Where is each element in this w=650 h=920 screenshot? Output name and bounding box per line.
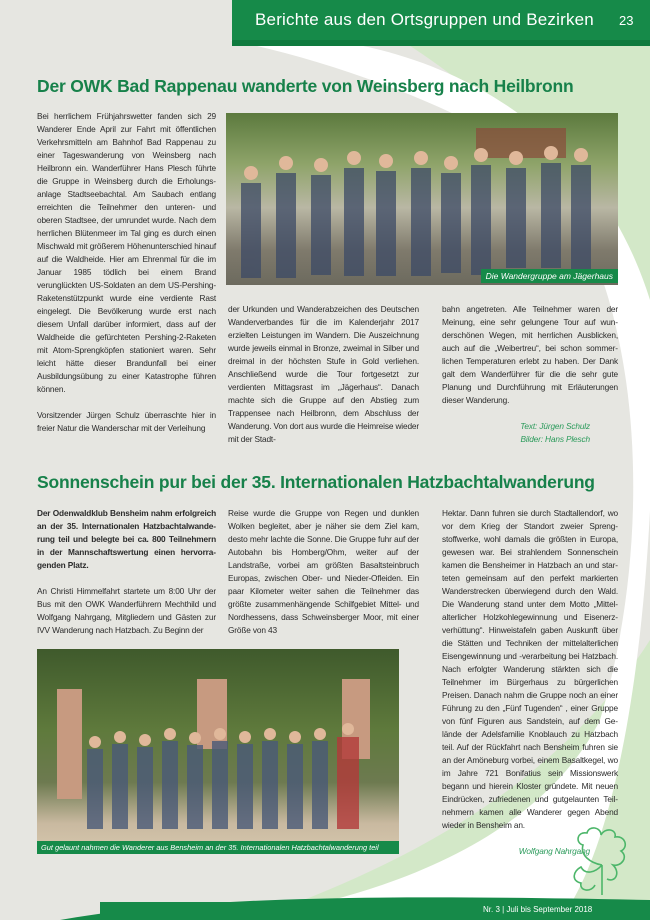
article1-column-2 bbox=[228, 303, 419, 446]
paragraph: Reise wurde die Gruppe von Regen und dunklen Wolken begleitet, aber je näher sie dem Ziel kam, desto mehr lachte die Sonne. Die Gruppe fuhr auf der Autobahn bis Homberg/Ohm, weiter auf der Landstraße, vorbei am größten Basaltsteinbruch Europas, zwischen Ober- und Nieder-Ofleiden. Ein paar Kilometer weiter sahen die Teilnehmer das größte zusammenhängende Schilfgebiet Mittel- und Nordhessens, dass Schweinsberger Moor, mit einer Größe von 43 bbox=[228, 508, 419, 635]
lead-paragraph: Der Odenwaldklub Bensheim nahm erfolgreich an der 35. Internationalen Hatzbachtalwanderung teil und belegte bei ca. 800 Teilnehmern in der Mannschaftswertung einen hervorragenden Platz. bbox=[37, 508, 216, 570]
oak-leaf-icon bbox=[565, 825, 640, 900]
article1-title: Der OWK Bad Rappenau wanderte von Weinsberg nach Heilbronn bbox=[37, 76, 574, 96]
photo-people bbox=[226, 113, 618, 285]
photo-caption: Die Wandergruppe am Jägerhaus bbox=[481, 269, 618, 283]
article1-column-3 bbox=[442, 303, 618, 446]
photo-credit: Bilder: Hans Plesch bbox=[520, 434, 590, 444]
article2-column-3 bbox=[442, 507, 618, 858]
paragraph: An Christi Himmelfahrt startete um 8:00 Uhr der Bus mit den OWK Wanderführern Mechthild und Wolfgang Nahrgang, Mitgliedern und Gästen zur IVV Wanderung nach Hatzbach. Zu Beginn der bbox=[37, 586, 216, 635]
text-credit: Text: Jürgen Schulz bbox=[520, 421, 590, 431]
article2-title: Sonnenschein pur bei der 35. Internationalen Hatzbachtalwanderung bbox=[37, 472, 595, 492]
page-header bbox=[0, 0, 650, 46]
article2-column-1 bbox=[37, 507, 216, 637]
photo-statues-and-people bbox=[37, 649, 399, 841]
article2-columns bbox=[37, 507, 419, 637]
group-photo-jaegerhaus bbox=[226, 113, 618, 285]
paragraph: Vorsitzender Jürgen Schulz überraschte hier in freier Natur die Wanderschar mit der Verleihung bbox=[37, 410, 216, 433]
group-photo-hatzbach bbox=[37, 649, 399, 854]
page-number: 23 bbox=[619, 13, 634, 28]
paragraph: bahn angetreten. Alle Teilnehmer waren der Meinung, eine sehr gelungene Tour auf wunderschönen Wegen, mit herrlichen Ausblicken, auch auf die „Weibertreu“, bei schon sommerlichen Temperaturen erlebt zu haben. Der Dank galt dem Wanderführer für die die sehr gute Planung und Durchführung mit Erläuterungen dieser Wanderung. bbox=[442, 304, 618, 405]
paragraph: Bei herrlichem Frühjahrswetter fanden sich 29 Wanderer Ende April zur Fahrt mit öffentlichen Verkehrsmitteln am Bahnhof Bad Rappenau zu einer Tageswanderung von Weinsberg nach Heilbronn ein. Wanderführer Hans Plesch führte die Gruppe in Weinsberg durch die Erholungsanlage Stadtseebachtal. Am Saubach entlang erreichten die Teilnehmer den unteren- und oberen Stadtsee, der umrundet wurde. Nach dem herrlichen Blütenmeer im Tal ging es durch einen Mischwald mit größerem Höhenunterschied hinauf auf die Waldheide. Hier am Ehrenmal für die im Januar 1985 tödlich bei einem Brand verunglückten US-Soldaten an dem US-Pershing-Raketenstützpunkt wurde eine verdiente Rast eingelegt. Die Bevölkerung wurde erst nach diesem Unfall darüber informiert, dass auf der Waldheide die gefürchteten Pershing-2-Raketen mit Atom-Sprengköpfen stationiert waren. Sehr leicht hätte dieser Brandunfall bei einer Ausbildungsübung zu einer Katastrophe führen können. bbox=[37, 111, 216, 394]
paragraph: der Urkunden und Wanderabzeichen des Deutschen Wanderverbandes für die im Kalenderjahr 2017 erzielten Leistungen im Wandern. Die Auszeichnung wurde jeweils einmal in Bronze, zweimal in Silber und dreimal in der höchsten Stufe in Gold verliehen. Anschließend wurde die Tour fortgesetzt zur verdienten Mittagsrast im „Jägerhaus“. Danach machte sich die Gruppe auf den Abstieg zum Trappensee nach Heilbronn, dem Abschluss der Wanderung. Von dort aus wurde die Heimreise wieder mit der Stadt- bbox=[228, 304, 419, 444]
article2-author: Wolfgang Nahrgang bbox=[518, 846, 590, 856]
article1-credits bbox=[442, 420, 618, 446]
article2-column-2 bbox=[228, 507, 419, 637]
section-title: Berichte aus den Ortsgruppen und Bezirken bbox=[255, 10, 594, 29]
issue-info: Nr. 3 | Juli bis September 2018 bbox=[483, 905, 593, 914]
paragraph: Hektar. Dann fuhren sie durch Stadtallendorf, wo vor dem Krieg der Standort zweier Sprengstoffwerke, wohl damals die größten in Europa, gewesen war. Bei strahlendem Sonnenschein kamen die Bensheimer in Hatzbach an und starteten gemeinsam auf den perfekt markierten Wanderstrecken überwiegend durch den Wald. Die Wanderung stand unter dem Motto „Mittelalterlicher Holzkohlegewinnung und Eisenerzverhüttung“. Hinweistafeln gaben Auskunft über die Stätten und Techniken der mittelalterlichen Eisengewinnung und -verarbeitung bei Hatzbach. Nach erfolgter Wanderung stärkten sich die Teilnehmer im Bürgerhaus zu bürgerlichen Preisen. Danach nahm die Gruppe noch an einer Führung zu den „Fünf Tugenden“ , einer Gruppe von fünf Figuren aus Sandstein, auf dem Gelände der Adelsfamilie Knoblauch zu Hatzbach teil. Auf der Rückfahrt nach Bensheim fuhren sie an der Amöneburg vorbei, einem Basaltkegel, wo im Jahre 721 Bonifatius sein Missionswerk begann und hierein Kloster gründete. Mit neuen Eindrücken, zufriedenen und gutgelaunten Teilnehmern kamen alle Wanderer gegen Abend wieder in Bensheim an. bbox=[442, 508, 618, 830]
photo-caption: Gut gelaunt nahmen die Wanderer aus Bensheim an der 35. Internationalen Hatzbachtalwanderung teil bbox=[37, 841, 399, 854]
article1-column-1 bbox=[37, 110, 216, 435]
article2-left-block bbox=[37, 507, 419, 854]
